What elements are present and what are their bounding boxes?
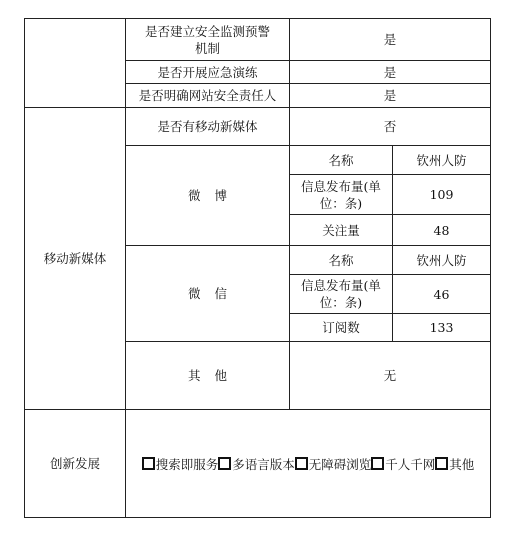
table-right-border — [490, 18, 491, 518]
innovation-section-label: 创新发展 — [49, 456, 100, 471]
new-media-section-label: 移动新媒体 — [43, 251, 107, 266]
wechat-subscribers-value: 133 — [429, 320, 454, 335]
responsible-person-label: 是否明确网站安全责任人 — [138, 88, 277, 103]
emergency-drill-value: 是 — [383, 64, 397, 80]
checkbox-icon[interactable] — [371, 457, 384, 470]
checkbox-icon[interactable] — [435, 457, 448, 470]
weibo-followers-value: 48 — [433, 222, 450, 238]
wechat-name-label: 名称 — [328, 252, 354, 268]
option-other[interactable]: 其他 — [435, 455, 474, 473]
weibo-name-label: 名称 — [328, 152, 354, 168]
weibo-posts-value: 109 — [429, 187, 454, 202]
checkbox-icon[interactable] — [295, 457, 308, 470]
checkbox-icon[interactable] — [218, 457, 231, 470]
wechat-label: 微信 — [187, 286, 241, 301]
responsible-person-value: 是 — [383, 88, 397, 103]
emergency-drill-label: 是否开展应急演练 — [157, 64, 258, 80]
wechat-posts-label: 信息发布量(单位：条) — [301, 278, 381, 310]
weibo-label: 微博 — [187, 188, 241, 203]
other-media-label: 其他 — [187, 368, 241, 383]
option-search-as-service[interactable]: 搜索即服务 — [142, 455, 219, 473]
weibo-followers-label: 关注量 — [322, 222, 360, 238]
innovation-options — [126, 410, 490, 518]
checkbox-icon[interactable] — [142, 457, 155, 470]
weibo-name-value: 钦州人防 — [416, 152, 467, 168]
other-media-value: 无 — [383, 368, 397, 383]
wechat-posts-value: 46 — [433, 286, 450, 302]
wechat-name-value: 钦州人防 — [416, 252, 467, 268]
weibo-posts-label: 信息发布量(单位：条) — [301, 178, 381, 211]
wechat-subscribers-label: 订阅数 — [322, 320, 360, 335]
option-accessibility[interactable]: 无障碍浏览 — [295, 455, 372, 473]
has-mobile-media-value: 否 — [383, 119, 397, 134]
warning-mechanism-label: 是否建立安全监测预警机制 — [144, 23, 270, 56]
has-mobile-media-label: 是否有移动新媒体 — [157, 119, 258, 134]
option-multilingual[interactable]: 多语言版本 — [218, 455, 295, 473]
warning-mechanism-value: 是 — [383, 32, 397, 47]
option-personalized-site[interactable]: 千人千网 — [371, 455, 435, 473]
